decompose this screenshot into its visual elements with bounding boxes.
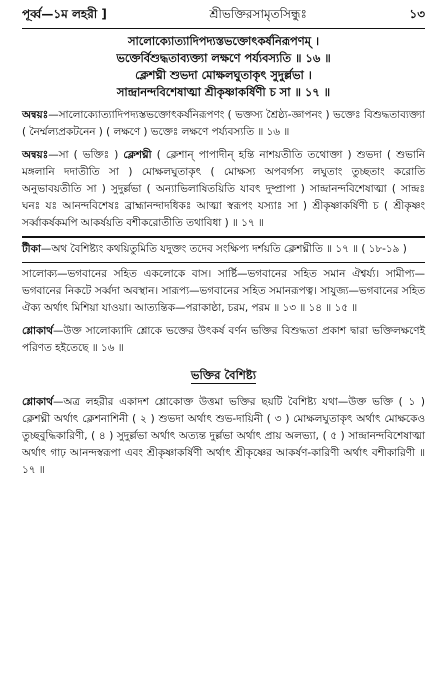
anvaya-text-start: —সা ( ভক্তিঃ ) bbox=[48, 149, 124, 161]
running-header bbox=[22, 6, 425, 26]
anvaya-text-rest: ( ক্লেশান্ পাপাদীন্ হন্তি নাশয়তীতি তথোক্তা ) শুভদা ( শুভানি মঙ্গলানি দদাতীতি সা ) মোক্ষলঘুতাকৃৎ ( মোক্ষস্য অপবর্গস্য লঘুতাং তুচ্ছতাং করোতি অনুভাবয়তীতি সা ) সুদুর্ল্লভা ( অন্যাভিলাষিতয়িতি যাবৎ দুষ্প্রাপা ) সান্দ্রানন্দবিশেষাত্মা ( সান্দ্রঃ ঘনঃ যঃ আনন্দবিশেষঃ ব্রাহ্মানন্দাদধিকঃ আত্মা স্বরূপং যস্যাঃ সা ) শ্রীকৃষ্ণাকর্ষিণী চ ( শ্রীকৃষ্ণং সর্ব্বাকর্ষকমপি আকর্ষয়তি বশীকরোতীতি তথাবিধা ) ॥ ১৭ ॥ bbox=[22, 149, 425, 229]
chapter-marker: পূর্ব্ব—১ম লহরী ] bbox=[22, 7, 107, 21]
verse-line: ভক্তের্বিশুদ্ধতাব্যক্ত্যা লক্ষণে পর্য্যবস্যতি ॥ ১৬ ॥ bbox=[116, 51, 331, 65]
shlokartha-text: —উক্ত সালোক্যাদি শ্লোকে ভক্তের উৎকর্ষ বর্ণন ভক্তির বিশুদ্ধতা প্রকাশ দ্বারা ভক্তিলক্ষণেই পরিণত হইতেছে ॥ ১৬ ॥ bbox=[22, 325, 425, 354]
sanskrit-verse bbox=[22, 33, 425, 101]
shlokartha-paragraph-1 bbox=[22, 323, 425, 357]
page-number: ১৩ bbox=[409, 7, 425, 21]
glossary-paragraph: সালোক্য—ভগবানের সহিত একলোকে বাস। সার্ষ্টি—ভগবানের সহিত সমান ঐশ্বর্য্য। সামীপ্য—ভগবানের নিকটে সর্ব্বদা অবস্থান। সারূপ্য—ভগবানের সহিত সমানরূপত্ব। সাযুজ্য—ভগবানের সহিত ঐক্য অর্থাৎ মিশিয়া যাওয়া। আত্যন্তিক—পরাকাষ্ঠা, চরম, পরম ॥ ১৩ ॥ ১৪ ॥ ১৫ ॥ bbox=[22, 268, 425, 314]
book-title: শ্রীভক্তিরসামৃতসিন্ধুঃ bbox=[209, 7, 307, 21]
anvaya-text: —সালোক্যোত্যাদিপদ্যস্তভক্তোৎকর্ষনিরূপণং ( ভক্তস্য শ্রৈষ্ঠ্য-জ্ঞাপনং ) ভক্তেঃ বিশুদ্ধতাব্যক্ত্যা ( নৈর্ম্মল্যপ্রকটনেন ) ( লক্ষণে ) ভক্তেঃ লক্ষণে পর্য্যবস্যতি ॥ ১৬ ॥ bbox=[22, 109, 425, 138]
section-divider bbox=[22, 262, 425, 263]
anvaya-bold-term: ক্লেশঘ্নী bbox=[123, 149, 152, 161]
section-divider bbox=[22, 236, 425, 238]
shlokartha-label: শ্লোকার্থ bbox=[22, 396, 54, 408]
tika-text: —অথ বৈশিষ্ট্যং কথয়িতুমিতি যদুক্তং তদেব সংক্ষিপ্য দর্শয়তি ক্লেশঘ্নীতি ॥ ১৭ ॥ ( ১৮-১৯ ) bbox=[40, 243, 407, 255]
shlokartha-label: শ্লোকার্থ bbox=[22, 325, 54, 337]
anvaya-paragraph-1 bbox=[22, 107, 425, 141]
anvaya-label: অন্বয়ঃ bbox=[22, 109, 49, 121]
tika-label: টীকা bbox=[22, 243, 41, 255]
tika-paragraph bbox=[22, 241, 425, 258]
anvaya-label: অন্বয়ঃ bbox=[22, 149, 49, 161]
verse-line: ক্লেশঘ্নী শুভদা মোক্ষলঘুতাকৃৎ সুদুর্ল্লভা । bbox=[135, 68, 312, 82]
verse-line: সালোক্যোত্যাদিপদ্যস্তভক্তোৎকর্ষনিরূপণম্ । bbox=[127, 34, 320, 48]
shlokartha-paragraph-2 bbox=[22, 394, 425, 479]
anvaya-paragraph-2 bbox=[22, 147, 425, 232]
shlokartha-text: —অত্র লহরীর একাদশ শ্লোকোক্ত উত্তমা ভক্তির ছয়টি বৈশিষ্ট্য যথা—উক্ত ভক্তি ( ১ ) ক্লেশঘ্নী অর্থাৎ ক্লেশনাশিনী ( ২ ) শুভদা অর্থাৎ শুভ-দায়িনী ( ৩ ) মোক্ষলঘুতাকৃৎ অর্থাৎ মোক্ষকেও তুচ্ছবুদ্ধিকারিণী, ( ৪ ) সুদুর্ল্লভা অর্থাৎ অত্যন্ত দুর্ল্লভা অর্থাৎ প্রায় অলভ্যা, ( ৫ ) সান্দ্রানন্দবিশেষাত্মা অর্থাৎ গাঢ় আনন্দস্বরূপা এবং শ্রীকৃষ্ণাকর্ষিণী অর্থাৎ শ্রীকৃষ্ণের আকর্ষণ-কারিণী অর্থাৎ বশীকারিণী ॥ ১৭ ॥ bbox=[22, 396, 425, 476]
section-heading bbox=[22, 367, 425, 386]
section-heading-text: ভক্তির বৈশিষ্ট্য bbox=[190, 368, 257, 382]
header-divider bbox=[22, 28, 425, 29]
verse-line: সান্দ্রানন্দবিশেষাত্মা শ্রীকৃষ্ণাকর্ষিণী চ সা ॥ ১৭ ॥ bbox=[116, 85, 331, 99]
